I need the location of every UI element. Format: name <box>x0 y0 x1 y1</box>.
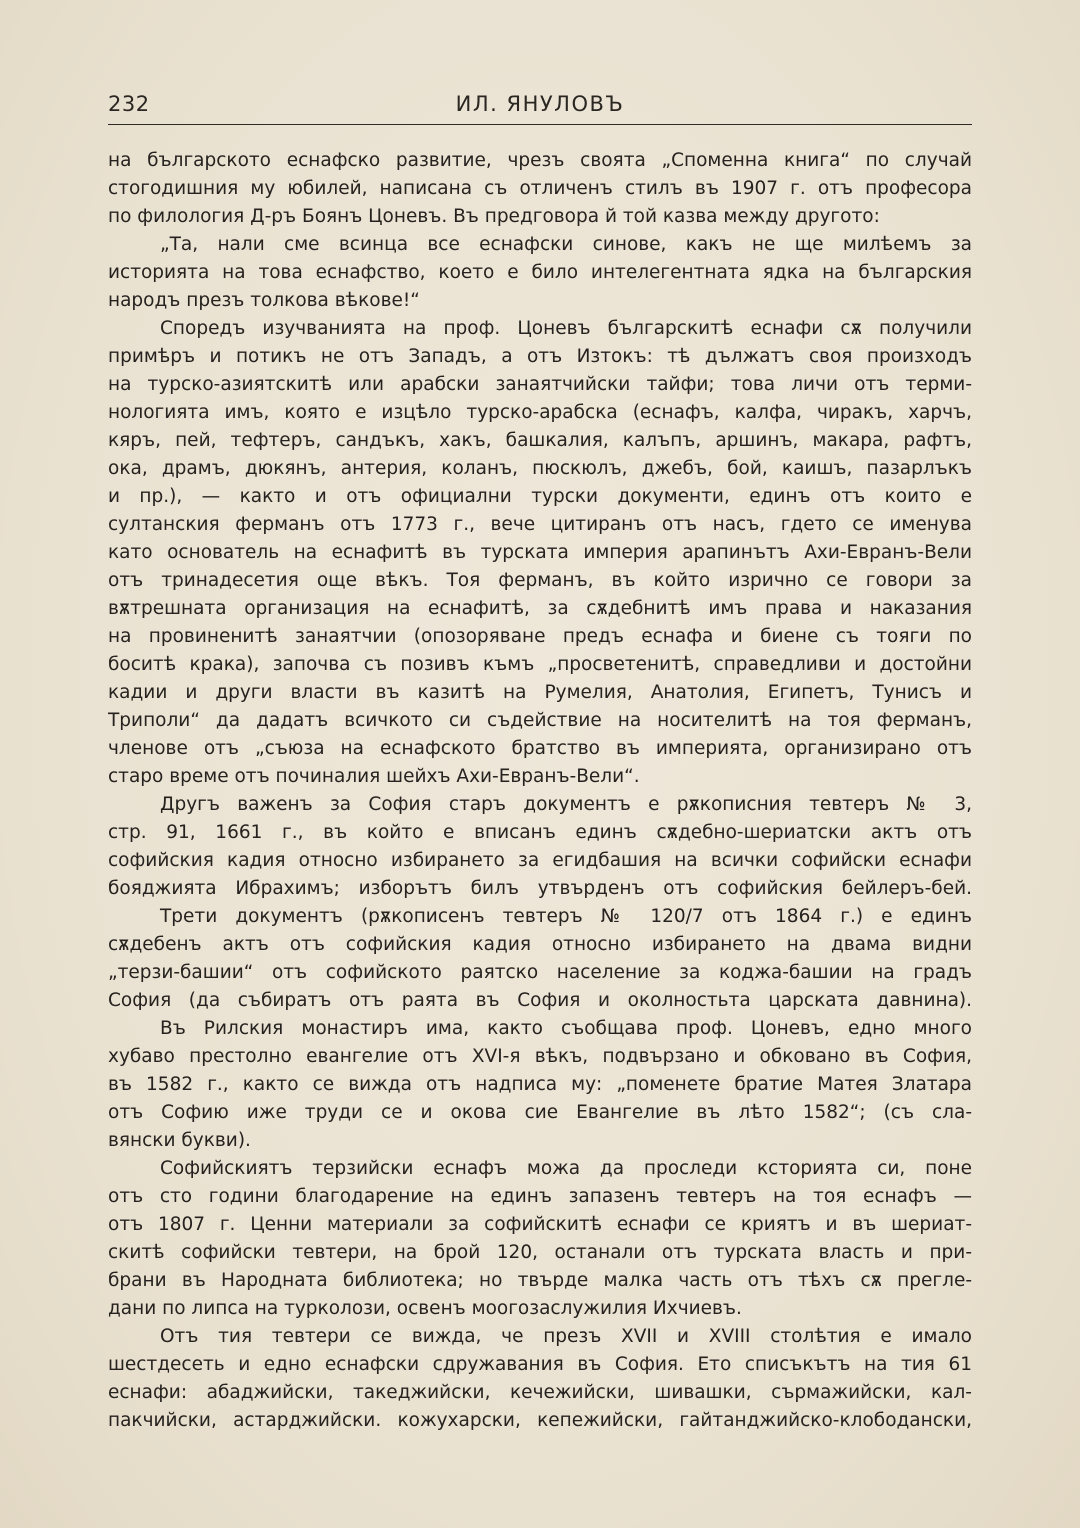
text-line: вѫтрешната организация на еснафитѣ, за сѫдебнитѣ имъ права и наказания <box>108 598 972 619</box>
text-line: Трети документъ (рѫкописенъ тевтеръ № 120/7 отъ 1864 г.) е единъ <box>160 906 972 927</box>
text-line: хубаво престолно евангелие отъ XVI-я вѣкъ, подвързано и обковано въ София, <box>108 1046 972 1067</box>
text-line: султанския ферманъ отъ 1773 г., вече цитиранъ отъ насъ, гдето се именува <box>108 514 972 535</box>
text-line: Въ Рилския монастиръ има, както съобщава проф. Цоневъ, едно много <box>160 1018 972 1039</box>
text-line: отъ Софию иже труди се и окова сие Евангелие въ лѣто 1582“; (съ сла- <box>108 1102 972 1123</box>
text-line: членове отъ „съюза на еснафското братство въ империята, организирано отъ <box>108 738 972 759</box>
text-line: Другъ важенъ за София старъ документъ е рѫкописния тевтеръ № 3, <box>160 794 972 815</box>
body-text <box>108 147 972 1435</box>
text-line: софийския кадия относно избирането за егидбашия на всички софийски еснафи <box>108 850 972 871</box>
text-line: шестдесеть и едно еснафски сдружавания въ София. Ето списъкътъ на тия 61 <box>108 1354 972 1375</box>
text-line: народъ презъ толкова вѣкове!“ <box>108 290 420 311</box>
text-line: отъ сто години благодарение на единъ запазенъ тевтеръ на тоя еснафъ — <box>108 1186 972 1207</box>
text-line: примѣръ и потикъ не отъ Западъ, а отъ Изтокъ: тѣ дължатъ своя произходъ <box>108 346 972 367</box>
text-line: скитѣ софийски тевтери, на брой 120, останали отъ турската власть и при- <box>108 1242 972 1263</box>
text-line: историята на това еснафство, което е било интелегентната ядка на българския <box>108 262 972 283</box>
text-line: стр. 91, 1661 г., въ който е вписанъ единъ сѫдебно-шериатски актъ отъ <box>108 822 972 843</box>
text-line: старо време отъ починалия шейхъ Ахи-Евранъ-Вели“. <box>108 766 640 787</box>
text-line: кяръ, пей, тефтеръ, сандъкъ, хакъ, башкалия, калъпъ, аршинъ, макара, рафтъ, <box>108 430 972 451</box>
page-header <box>108 90 972 125</box>
text-line: и пр.), — както и отъ официални турски документи, единъ отъ които е <box>108 486 972 507</box>
text-line: „терзи-башии“ отъ софийското раятско население за коджа-башии на градъ <box>108 962 972 983</box>
text-line: Софийскиятъ терзийски еснафъ можа да проследи ксторията си, поне <box>160 1158 972 1179</box>
text-line: „Та, нали сме всинца все еснафски синове, какъ не ще милѣемъ за <box>160 234 972 255</box>
text-line: дани по липса на турколози, освенъ моогозаслужилия Ихчиевъ. <box>108 1298 742 1319</box>
text-line: сѫдебенъ актъ отъ софийския кадия относно избирането на двама видни <box>108 934 972 955</box>
text-line: на българското еснафско развитие, чрезъ своята „Споменна книга“ по случай <box>108 150 972 171</box>
text-line: въ 1582 г., както се вижда отъ надписа му: „поменете братие Матея Златара <box>108 1074 972 1095</box>
page-number: 232 <box>108 92 150 116</box>
text-line: София (да събиратъ отъ раята въ София и околностьта царската давнина). <box>108 990 972 1011</box>
text-line: като основатель на еснафитѣ въ турската империя арапинътъ Ахи-Евранъ-Вели <box>108 542 972 563</box>
text-line: пакчийски, астарджийски. кожухарски, кепежийски, гайтанджийско-клободански, <box>108 1410 972 1431</box>
text-line: отъ тринадесетия още вѣкъ. Тоя ферманъ, въ който изрично се говори за <box>108 570 972 591</box>
text-line: бояджията Ибрахимъ; изборътъ билъ утвърденъ отъ софийския бейлеръ-бей. <box>108 878 972 899</box>
text-line: брани въ Народната библиотека; но твърде малка часть отъ тѣхъ сѫ прегле- <box>108 1270 972 1291</box>
text-line: Отъ тия тевтери се вижда, че презъ XVII и XVIII столѣтия е имало <box>160 1326 972 1347</box>
text-line: Триполи“ да дадатъ всичкото си съдействие на носителитѣ на тоя ферманъ, <box>108 710 972 731</box>
text-line: по филология Д-ръ Боянъ Цоневъ. Въ предговора й той казва между другото: <box>108 206 880 227</box>
text-line: нологията имъ, която е изцѣло турско-арабска (еснафъ, калфа, чиракъ, харчъ, <box>108 402 972 423</box>
text-line: кадии и други власти въ казитѣ на Румелия, Анатолия, Египетъ, Тунисъ и <box>108 682 972 703</box>
text-line: ока, драмъ, дюкянъ, антерия, коланъ, пюскюлъ, джебъ, бой, каишъ, пазарлъкъ <box>108 458 972 479</box>
text-line: отъ 1807 г. Ценни материали за софийскитѣ еснафи се криятъ и въ шериат- <box>108 1214 972 1235</box>
running-title: ИЛ. ЯНУЛОВЪ <box>455 92 625 116</box>
text-line: Споредъ изучванията на проф. Цоневъ българскитѣ еснафи сѫ получили <box>160 318 972 339</box>
text-line: вянски букви). <box>108 1130 251 1151</box>
text-line: еснафи: абаджийски, такеджийски, кечежийски, шивашки, сърмажийски, кал- <box>108 1382 972 1403</box>
text-line: на турско-азиятскитѣ или арабски занаятчийски тайфи; това личи отъ терми- <box>108 374 972 395</box>
text-line: стогодишния му юбилей, написана съ отличенъ стилъ въ 1907 г. отъ професора <box>108 178 972 199</box>
text-line: боситѣ крака), започва съ позивъ къмъ „просветенитѣ, справедливи и достойни <box>108 654 972 675</box>
text-line: на провиненитѣ занаятчии (опозоряване предъ еснафа и биене съ тояги по <box>108 626 972 647</box>
